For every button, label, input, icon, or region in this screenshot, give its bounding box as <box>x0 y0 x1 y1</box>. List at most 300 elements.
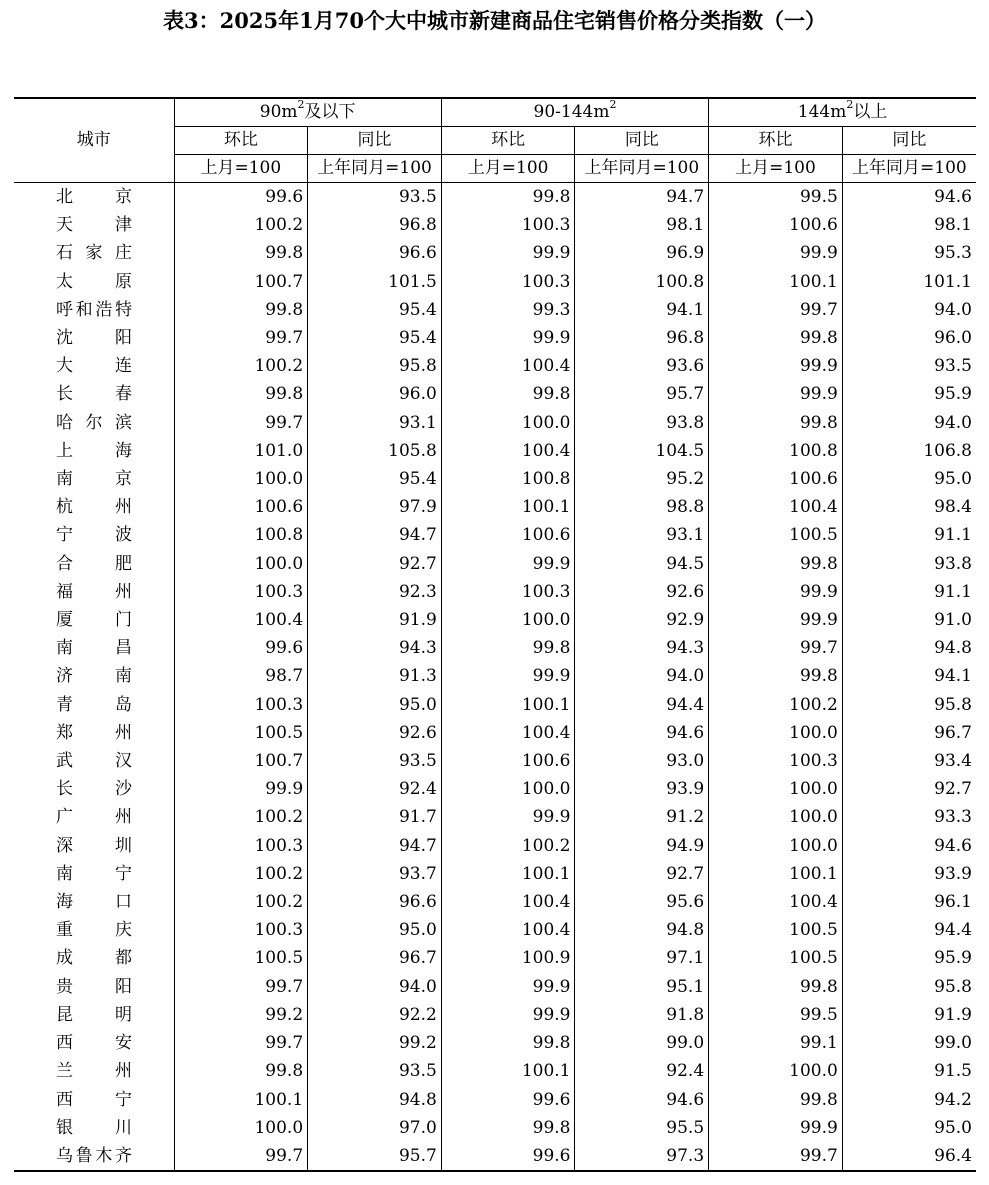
mom-value-cell: 99.8 <box>441 1029 575 1057</box>
city-cell <box>14 775 174 803</box>
city-cell <box>14 634 174 662</box>
table-row <box>14 409 976 437</box>
yoy-value-cell: 91.3 <box>308 662 442 690</box>
table-row <box>14 1114 976 1142</box>
mom-value-cell: 99.7 <box>174 1029 308 1057</box>
city-name: 福 州 <box>56 581 132 602</box>
table-row <box>14 352 976 380</box>
yoy-value-cell: 106.8 <box>842 437 976 465</box>
mom-value-cell: 99.9 <box>709 578 843 606</box>
table-row <box>14 211 976 239</box>
yoy-value-cell: 101.1 <box>842 268 976 296</box>
mom-value-cell: 100.1 <box>441 493 575 521</box>
mom-value-cell: 100.3 <box>174 578 308 606</box>
yoy-value-cell: 93.5 <box>842 352 976 380</box>
mom-value-cell: 99.9 <box>441 973 575 1001</box>
table-row <box>14 578 976 606</box>
yoy-value-cell: 94.0 <box>575 662 709 690</box>
yoy-value-cell: 96.4 <box>842 1142 976 1171</box>
yoy-value-cell: 95.9 <box>842 380 976 408</box>
yoy-value-cell: 94.1 <box>575 296 709 324</box>
yoy-value-cell: 94.0 <box>308 973 442 1001</box>
mom-value-cell: 99.8 <box>441 1114 575 1142</box>
yoy-value-cell: 93.8 <box>575 409 709 437</box>
mom-value-cell: 99.7 <box>174 1142 308 1171</box>
mom-base-header: 上月=100 <box>441 155 575 183</box>
yoy-value-cell: 94.6 <box>842 183 976 212</box>
mom-value-cell: 99.7 <box>174 973 308 1001</box>
mom-value-cell: 100.4 <box>441 916 575 944</box>
yoy-value-cell: 91.0 <box>842 606 976 634</box>
yoy-value-cell: 95.7 <box>308 1142 442 1171</box>
yoy-value-cell: 94.7 <box>308 832 442 860</box>
mom-value-cell: 100.5 <box>174 944 308 972</box>
city-name: 长 沙 <box>56 779 132 800</box>
yoy-value-cell: 96.0 <box>842 324 976 352</box>
yoy-value-cell: 91.2 <box>575 803 709 831</box>
city-name: 天 津 <box>56 215 132 236</box>
yoy-value-cell: 95.0 <box>308 691 442 719</box>
mom-value-cell: 100.2 <box>174 803 308 831</box>
mom-value-cell: 100.0 <box>174 550 308 578</box>
group-header-144-above: $144m^2$以上 <box>709 98 976 127</box>
yoy-value-cell: 99.2 <box>308 1029 442 1057</box>
city-name: 昆 明 <box>56 1004 132 1025</box>
table-row <box>14 916 976 944</box>
mom-value-cell: 100.8 <box>441 465 575 493</box>
mom-value-cell: 100.4 <box>441 352 575 380</box>
city-cell <box>14 437 174 465</box>
city-name: 青 岛 <box>56 694 132 715</box>
city-name: 南 京 <box>56 469 132 490</box>
mom-value-cell: 99.1 <box>709 1029 843 1057</box>
city-name: 呼和浩特 <box>56 299 132 320</box>
mom-base-header: 上月=100 <box>174 155 308 183</box>
yoy-value-cell: 94.4 <box>575 691 709 719</box>
mom-value-cell: 100.0 <box>441 775 575 803</box>
mom-value-cell: 100.1 <box>441 691 575 719</box>
mom-value-cell: 99.8 <box>174 380 308 408</box>
city-cell <box>14 268 174 296</box>
city-name: 厦 门 <box>56 610 132 631</box>
mom-value-cell: 100.2 <box>174 352 308 380</box>
yoy-value-cell: 91.9 <box>842 1001 976 1029</box>
city-cell <box>14 832 174 860</box>
yoy-value-cell: 94.8 <box>308 1086 442 1114</box>
yoy-value-cell: 95.0 <box>308 916 442 944</box>
yoy-value-cell: 96.7 <box>842 719 976 747</box>
mom-value-cell: 99.7 <box>709 634 843 662</box>
yoy-value-cell: 93.9 <box>575 775 709 803</box>
mom-value-cell: 100.4 <box>709 493 843 521</box>
yoy-value-cell: 94.1 <box>842 662 976 690</box>
city-cell <box>14 860 174 888</box>
yoy-value-cell: 91.1 <box>842 521 976 549</box>
yoy-value-cell: 94.8 <box>842 634 976 662</box>
yoy-value-cell: 93.1 <box>308 409 442 437</box>
yoy-value-cell: 92.9 <box>575 606 709 634</box>
city-name: 西 安 <box>56 1033 132 1054</box>
table-row <box>14 521 976 549</box>
yoy-value-cell: 91.8 <box>575 1001 709 1029</box>
table-row <box>14 775 976 803</box>
yoy-value-cell: 94.8 <box>575 916 709 944</box>
city-cell <box>14 916 174 944</box>
mom-value-cell: 99.7 <box>709 296 843 324</box>
yoy-value-cell: 93.3 <box>842 803 976 831</box>
mom-value-cell: 99.9 <box>441 662 575 690</box>
city-cell <box>14 662 174 690</box>
yoy-value-cell: 91.5 <box>842 1057 976 1085</box>
yoy-value-cell: 94.9 <box>575 832 709 860</box>
yoy-value-cell: 95.4 <box>308 324 442 352</box>
mom-value-cell: 100.1 <box>709 860 843 888</box>
mom-value-cell: 100.2 <box>174 211 308 239</box>
mom-value-cell: 101.0 <box>174 437 308 465</box>
yoy-header: 同比 <box>842 127 976 155</box>
yoy-value-cell: 98.1 <box>842 211 976 239</box>
mom-value-cell: 99.8 <box>709 973 843 1001</box>
yoy-value-cell: 96.7 <box>308 944 442 972</box>
city-cell <box>14 973 174 1001</box>
yoy-value-cell: 94.4 <box>842 916 976 944</box>
mom-value-cell: 100.6 <box>174 493 308 521</box>
yoy-value-cell: 92.6 <box>575 578 709 606</box>
yoy-value-cell: 94.6 <box>575 719 709 747</box>
yoy-value-cell: 96.6 <box>308 888 442 916</box>
mom-value-cell: 100.3 <box>441 211 575 239</box>
mom-value-cell: 100.0 <box>441 606 575 634</box>
yoy-value-cell: 92.6 <box>308 719 442 747</box>
city-name: 宁 波 <box>56 525 132 546</box>
mom-value-cell: 100.0 <box>174 1114 308 1142</box>
city-cell <box>14 409 174 437</box>
yoy-value-cell: 95.6 <box>575 888 709 916</box>
table-row <box>14 719 976 747</box>
mom-value-cell: 100.3 <box>174 916 308 944</box>
table-row <box>14 860 976 888</box>
mom-value-cell: 100.5 <box>709 944 843 972</box>
mom-value-cell: 99.9 <box>709 380 843 408</box>
city-name: 石 家 庄 <box>56 243 132 264</box>
yoy-value-cell: 95.8 <box>842 691 976 719</box>
yoy-value-cell: 93.0 <box>575 747 709 775</box>
mom-value-cell: 100.5 <box>709 521 843 549</box>
city-cell <box>14 239 174 267</box>
table-row <box>14 803 976 831</box>
yoy-value-cell: 93.9 <box>842 860 976 888</box>
table-row <box>14 662 976 690</box>
mom-value-cell: 99.6 <box>441 1086 575 1114</box>
price-index-table <box>14 97 976 1172</box>
table-row <box>14 1142 976 1171</box>
mom-value-cell: 100.7 <box>174 747 308 775</box>
mom-value-cell: 99.9 <box>441 1001 575 1029</box>
mom-value-cell: 99.9 <box>709 1114 843 1142</box>
mom-value-cell: 99.7 <box>709 1142 843 1171</box>
city-cell <box>14 380 174 408</box>
mom-value-cell: 99.6 <box>441 1142 575 1171</box>
mom-value-cell: 99.9 <box>709 606 843 634</box>
yoy-value-cell: 97.3 <box>575 1142 709 1171</box>
mom-value-cell: 100.1 <box>709 268 843 296</box>
mom-header: 环比 <box>441 127 575 155</box>
city-name: 郑 州 <box>56 722 132 743</box>
yoy-value-cell: 95.0 <box>842 465 976 493</box>
mom-value-cell: 100.2 <box>174 860 308 888</box>
city-cell <box>14 888 174 916</box>
yoy-value-cell: 93.5 <box>308 747 442 775</box>
yoy-value-cell: 99.0 <box>575 1029 709 1057</box>
mom-value-cell: 100.4 <box>441 437 575 465</box>
yoy-value-cell: 95.0 <box>842 1114 976 1142</box>
table-row <box>14 239 976 267</box>
mom-value-cell: 100.0 <box>709 803 843 831</box>
mom-value-cell: 100.4 <box>441 888 575 916</box>
city-name: 上 海 <box>56 440 132 461</box>
city-name: 哈 尔 滨 <box>56 412 132 433</box>
city-cell <box>14 550 174 578</box>
mom-value-cell: 100.7 <box>174 268 308 296</box>
table-row <box>14 437 976 465</box>
city-cell <box>14 1057 174 1085</box>
table-row <box>14 1057 976 1085</box>
yoy-value-cell: 97.1 <box>575 944 709 972</box>
table-row <box>14 183 976 212</box>
city-cell <box>14 1001 174 1029</box>
table-row <box>14 296 976 324</box>
mom-value-cell: 99.8 <box>709 1086 843 1114</box>
mom-value-cell: 100.0 <box>441 409 575 437</box>
mom-value-cell: 99.9 <box>441 324 575 352</box>
city-cell <box>14 578 174 606</box>
city-cell <box>14 719 174 747</box>
mom-value-cell: 100.0 <box>174 465 308 493</box>
city-name: 北 京 <box>56 187 132 207</box>
yoy-value-cell: 96.8 <box>308 211 442 239</box>
city-name: 合 肥 <box>56 553 132 574</box>
yoy-value-cell: 94.2 <box>842 1086 976 1114</box>
city-cell <box>14 944 174 972</box>
yoy-value-cell: 101.5 <box>308 268 442 296</box>
mom-value-cell: 100.5 <box>174 719 308 747</box>
city-name: 贵 阳 <box>56 976 132 997</box>
city-cell <box>14 324 174 352</box>
city-name: 长 春 <box>56 384 132 405</box>
mom-value-cell: 99.5 <box>709 1001 843 1029</box>
yoy-value-cell: 96.6 <box>308 239 442 267</box>
mom-value-cell: 100.9 <box>441 944 575 972</box>
table-row <box>14 973 976 1001</box>
city-name: 成 都 <box>56 948 132 969</box>
city-name: 兰 州 <box>56 1061 132 1082</box>
yoy-value-cell: 93.5 <box>308 183 442 212</box>
city-cell <box>14 1142 174 1171</box>
yoy-value-cell: 97.9 <box>308 493 442 521</box>
mom-value-cell: 100.3 <box>174 691 308 719</box>
yoy-value-cell: 94.6 <box>575 1086 709 1114</box>
city-name: 大 连 <box>56 356 132 377</box>
mom-value-cell: 100.8 <box>709 437 843 465</box>
mom-value-cell: 100.6 <box>441 521 575 549</box>
table-row <box>14 1029 976 1057</box>
yoy-value-cell: 96.8 <box>575 324 709 352</box>
yoy-value-cell: 95.4 <box>308 296 442 324</box>
yoy-value-cell: 94.6 <box>842 832 976 860</box>
mom-value-cell: 99.8 <box>174 1057 308 1085</box>
yoy-value-cell: 95.2 <box>575 465 709 493</box>
group-header-90-144: $90-144m^2$ <box>441 98 708 127</box>
mom-value-cell: 99.9 <box>441 550 575 578</box>
yoy-value-cell: 93.4 <box>842 747 976 775</box>
city-column-header: 城市 <box>14 98 174 183</box>
yoy-value-cell: 94.7 <box>575 183 709 212</box>
mom-value-cell: 99.8 <box>709 662 843 690</box>
city-name: 广 州 <box>56 807 132 828</box>
mom-value-cell: 100.4 <box>441 719 575 747</box>
mom-value-cell: 99.8 <box>441 380 575 408</box>
city-cell <box>14 296 174 324</box>
mom-value-cell: 99.8 <box>174 239 308 267</box>
city-name: 乌鲁木齐 <box>56 1145 132 1166</box>
city-name: 银 川 <box>56 1117 132 1138</box>
city-name: 太 原 <box>56 271 132 292</box>
city-cell <box>14 465 174 493</box>
yoy-base-header: 上年同月=100 <box>842 155 976 183</box>
city-cell <box>14 183 174 212</box>
mom-value-cell: 99.8 <box>709 409 843 437</box>
yoy-value-cell: 104.5 <box>575 437 709 465</box>
city-name: 武 汉 <box>56 751 132 772</box>
city-cell <box>14 1114 174 1142</box>
mom-value-cell: 100.6 <box>441 747 575 775</box>
city-name: 济 南 <box>56 666 132 687</box>
yoy-value-cell: 96.0 <box>308 380 442 408</box>
table-row <box>14 888 976 916</box>
mom-value-cell: 100.3 <box>174 832 308 860</box>
mom-value-cell: 99.9 <box>174 775 308 803</box>
yoy-value-cell: 95.3 <box>842 239 976 267</box>
mom-value-cell: 98.7 <box>174 662 308 690</box>
yoy-value-cell: 97.0 <box>308 1114 442 1142</box>
yoy-value-cell: 91.7 <box>308 803 442 831</box>
city-name: 沈 阳 <box>56 328 132 349</box>
yoy-value-cell: 91.9 <box>308 606 442 634</box>
mom-value-cell: 99.7 <box>174 324 308 352</box>
mom-value-cell: 100.0 <box>709 832 843 860</box>
mom-value-cell: 99.5 <box>709 183 843 212</box>
city-cell <box>14 606 174 634</box>
city-cell <box>14 493 174 521</box>
table-row <box>14 1086 976 1114</box>
city-name: 南 昌 <box>56 638 132 659</box>
mom-value-cell: 100.6 <box>709 211 843 239</box>
city-cell <box>14 1086 174 1114</box>
yoy-value-cell: 95.8 <box>308 352 442 380</box>
table-row <box>14 634 976 662</box>
yoy-value-cell: 91.1 <box>842 578 976 606</box>
mom-value-cell: 100.1 <box>441 860 575 888</box>
yoy-value-cell: 95.9 <box>842 944 976 972</box>
yoy-value-cell: 92.2 <box>308 1001 442 1029</box>
yoy-value-cell: 98.1 <box>575 211 709 239</box>
city-cell <box>14 747 174 775</box>
mom-value-cell: 100.4 <box>174 606 308 634</box>
mom-value-cell: 100.2 <box>441 832 575 860</box>
table-row <box>14 380 976 408</box>
mom-value-cell: 99.8 <box>709 324 843 352</box>
mom-header: 环比 <box>174 127 308 155</box>
yoy-value-cell: 93.1 <box>575 521 709 549</box>
mom-value-cell: 100.2 <box>709 691 843 719</box>
mom-value-cell: 99.8 <box>441 634 575 662</box>
yoy-value-cell: 93.6 <box>575 352 709 380</box>
table-row <box>14 550 976 578</box>
mom-value-cell: 100.3 <box>709 747 843 775</box>
yoy-base-header: 上年同月=100 <box>308 155 442 183</box>
city-name: 深 圳 <box>56 835 132 856</box>
yoy-value-cell: 96.9 <box>575 239 709 267</box>
yoy-value-cell: 95.4 <box>308 465 442 493</box>
yoy-value-cell: 93.7 <box>308 860 442 888</box>
city-cell <box>14 803 174 831</box>
yoy-value-cell: 99.0 <box>842 1029 976 1057</box>
yoy-value-cell: 92.7 <box>308 550 442 578</box>
mom-value-cell: 100.3 <box>441 268 575 296</box>
mom-value-cell: 99.2 <box>174 1001 308 1029</box>
mom-value-cell: 100.0 <box>709 1057 843 1085</box>
yoy-value-cell: 98.8 <box>575 493 709 521</box>
table-row <box>14 944 976 972</box>
yoy-value-cell: 95.5 <box>575 1114 709 1142</box>
city-cell <box>14 521 174 549</box>
yoy-value-cell: 92.7 <box>842 775 976 803</box>
mom-header: 环比 <box>709 127 843 155</box>
table-row <box>14 832 976 860</box>
yoy-value-cell: 93.8 <box>842 550 976 578</box>
mom-base-header: 上月=100 <box>709 155 843 183</box>
table-row <box>14 465 976 493</box>
mom-value-cell: 99.7 <box>174 409 308 437</box>
yoy-value-cell: 95.8 <box>842 973 976 1001</box>
mom-value-cell: 99.6 <box>174 183 308 212</box>
yoy-header: 同比 <box>575 127 709 155</box>
table-row <box>14 493 976 521</box>
table-header <box>14 98 976 183</box>
city-cell <box>14 211 174 239</box>
yoy-value-cell: 92.4 <box>575 1057 709 1085</box>
table-row <box>14 268 976 296</box>
yoy-value-cell: 94.0 <box>842 409 976 437</box>
yoy-header: 同比 <box>308 127 442 155</box>
yoy-value-cell: 98.4 <box>842 493 976 521</box>
yoy-value-cell: 92.4 <box>308 775 442 803</box>
table-title: 表3：2025年1月70个大中城市新建商品住宅销售价格分类指数（一） <box>163 8 826 33</box>
mom-value-cell: 100.0 <box>709 775 843 803</box>
mom-value-cell: 100.0 <box>709 719 843 747</box>
yoy-value-cell: 93.5 <box>308 1057 442 1085</box>
yoy-value-cell: 94.3 <box>575 634 709 662</box>
mom-value-cell: 99.9 <box>441 803 575 831</box>
table-row <box>14 1001 976 1029</box>
city-cell <box>14 352 174 380</box>
table-row <box>14 747 976 775</box>
table-row <box>14 606 976 634</box>
yoy-value-cell: 100.8 <box>575 268 709 296</box>
mom-value-cell: 99.8 <box>174 296 308 324</box>
yoy-value-cell: 92.7 <box>575 860 709 888</box>
mom-value-cell: 100.1 <box>441 1057 575 1085</box>
